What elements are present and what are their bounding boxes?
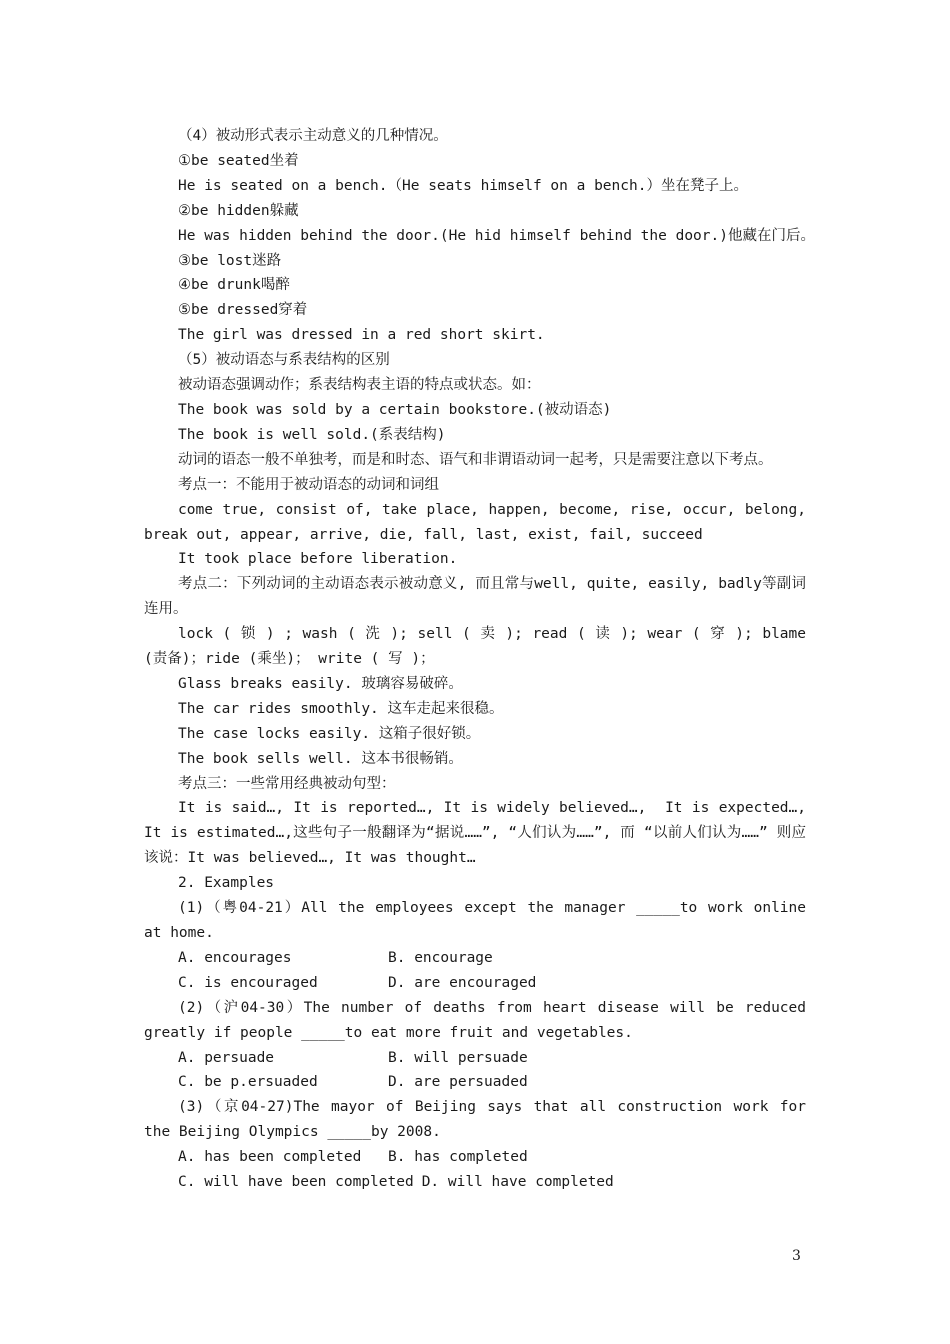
option-row bbox=[144, 946, 806, 971]
text-line: 被动语态强调动作；系表结构表主语的特点或状态。如： bbox=[178, 377, 541, 394]
text-line: ⑤be dressed穿着 bbox=[178, 302, 308, 319]
text-line: It took place before liberation. bbox=[178, 551, 458, 568]
text-line: The girl was dressed in a red short skirt. bbox=[178, 327, 545, 344]
text-line: Glass breaks easily. 玻璃容易破碎。 bbox=[178, 675, 463, 692]
option-row bbox=[144, 971, 806, 996]
option: C. be p.ersuaded bbox=[178, 1074, 318, 1091]
option-row bbox=[144, 1046, 806, 1071]
option: B. has completed bbox=[388, 1149, 528, 1166]
text-line: ②be hidden躲藏 bbox=[178, 202, 299, 219]
option-row bbox=[144, 1070, 806, 1095]
option: A. encourages bbox=[178, 949, 292, 966]
paragraph: come true, consist of, take place, happen, become, rise, occur, belong, break out, appear, arrive, die, fall, last, exist, fail, succeed bbox=[144, 501, 815, 543]
text-line: He is seated on a bench.（He seats himself on a bench.）坐在凳子上。 bbox=[178, 177, 748, 194]
question-stem: (3)（京04-27)The mayor of Beijing says that all construction work for the Beijing Olympics _____by 2008. bbox=[144, 1099, 815, 1141]
text-line: The book was sold by a certain bookstore.(被动语态) bbox=[178, 401, 612, 418]
option: D. will have completed bbox=[421, 1174, 614, 1191]
page-content bbox=[144, 124, 815, 1195]
option: A. persuade bbox=[178, 1049, 275, 1066]
page-number: 3 bbox=[792, 1248, 801, 1264]
text-line: ③be lost迷路 bbox=[178, 252, 282, 269]
section-heading: 2. Examples bbox=[178, 875, 275, 892]
question-stem: (1)（粤04-21）All the employees except the manager _____to work online at home. bbox=[144, 900, 815, 941]
paragraph: lock ( 锁 ) ; wash ( 洗 ); sell ( 卖 ); read ( 读 ); wear ( 穿 ); blame (责备)；ride (乘坐)； write ( 写 )； bbox=[144, 626, 815, 668]
option: C. will have been completed bbox=[178, 1174, 414, 1191]
text-line: The book is well sold.(系表结构) bbox=[178, 426, 446, 443]
option: A. has been completed bbox=[178, 1149, 362, 1166]
option: D. are persuaded bbox=[388, 1074, 528, 1091]
option: D. are encouraged bbox=[388, 974, 537, 991]
option: B. will persuade bbox=[388, 1049, 528, 1066]
section-heading: （5）被动语态与系表结构的区别 bbox=[178, 352, 390, 369]
section-heading: 考点三：一些常用经典被动句型： bbox=[178, 775, 396, 792]
paragraph: It is said…, It is reported…, It is widely believed…, It is expected…, It is estimated…,这些句子一般翻译为“据说……”, “人们认为……”, 而 “以前人们认为……” 则应该说：It was believed…, It was thought… bbox=[144, 800, 815, 867]
option-row bbox=[144, 1170, 806, 1195]
paragraph: 动词的语态一般不单独考，而是和时态、语气和非谓语动词一起考，只是需要注意以下考点。 bbox=[178, 451, 773, 468]
text-line: He was hidden behind the door.(He hid himself behind the door.)他藏在门后。 bbox=[178, 227, 815, 244]
section-heading: （4）被动形式表示主动意义的几种情况。 bbox=[178, 128, 448, 144]
section-heading: 考点一：不能用于被动语态的动词和词组 bbox=[178, 476, 439, 493]
paragraph: 考点二：下列动词的主动语态表示被动意义, 而且常与well, quite, easily, badly等副词连用。 bbox=[144, 576, 806, 618]
option: C. is encouraged bbox=[178, 974, 318, 991]
text-line: The case locks easily. 这箱子很好锁。 bbox=[178, 725, 481, 742]
question-stem: (2)（沪04-30）The number of deaths from heart disease will be reduced greatly if people _____to eat more fruit and vegetables. bbox=[144, 999, 815, 1041]
option: B. encourage bbox=[388, 949, 493, 966]
text-line: ④be drunk喝醉 bbox=[178, 277, 290, 294]
text-line: The book sells well. 这本书很畅销。 bbox=[178, 750, 463, 767]
option-row bbox=[144, 1145, 806, 1170]
text-line: ①be seated坐着 bbox=[178, 152, 299, 169]
text-line: The car rides smoothly. 这车走起来很稳。 bbox=[178, 700, 504, 717]
